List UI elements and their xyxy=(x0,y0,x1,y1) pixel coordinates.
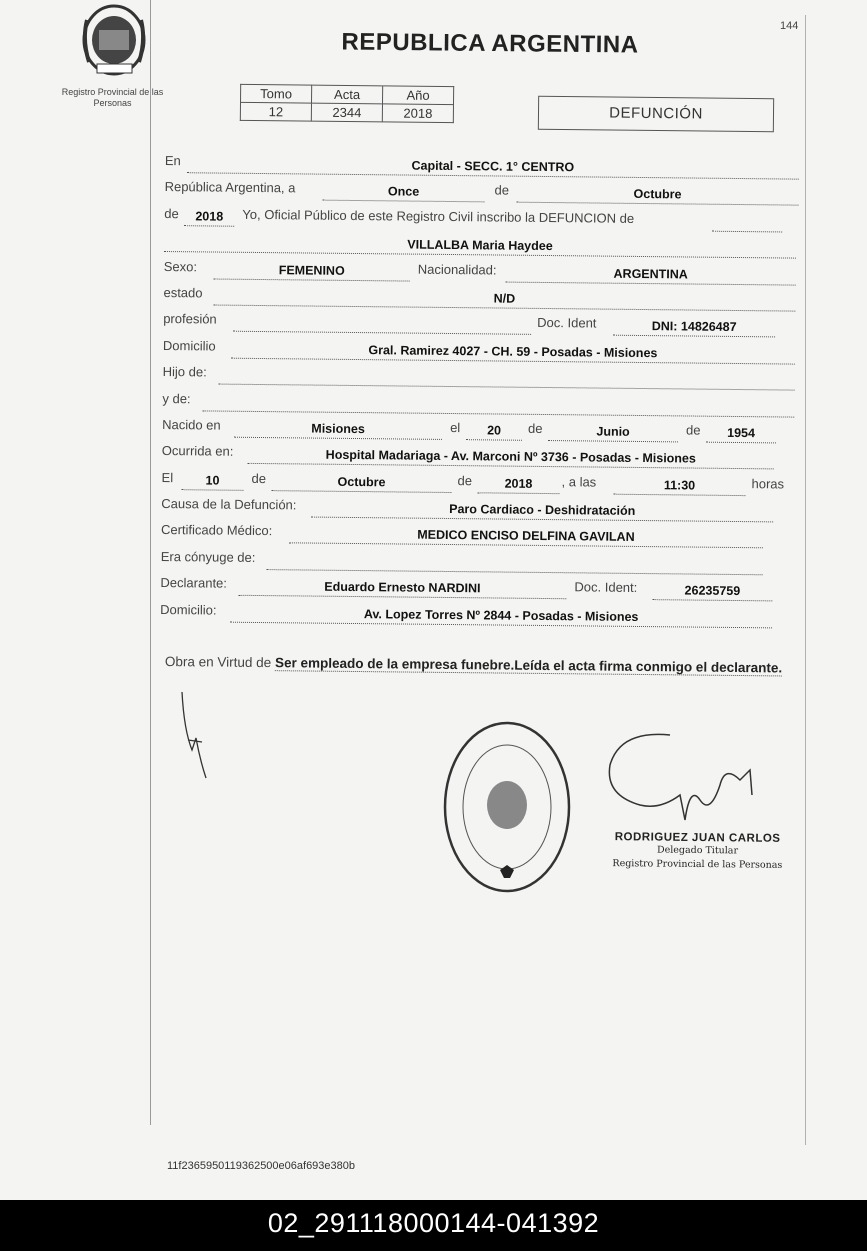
label-declarante: Declarante: xyxy=(160,575,228,591)
value-domicilio: Gral. Ramirez 4027 - CH. 59 - Posadas - Misiones xyxy=(231,341,795,364)
label-el: el xyxy=(450,419,461,436)
value-declarante: Eduardo Ernesto NARDINI xyxy=(238,579,566,599)
label-estado: estado xyxy=(163,284,203,301)
official-stamp-icon xyxy=(440,720,575,895)
tomo-acta-table xyxy=(240,84,454,123)
value-nombre: VILLALBA Maria Haydee xyxy=(164,235,796,259)
page-number: 144 xyxy=(780,20,799,32)
value-el-time: 11:30 xyxy=(613,477,745,495)
value-en: Capital - SECC. 1° CENTRO xyxy=(187,156,799,179)
label-domicilio-declarante: Domicilio: xyxy=(160,601,217,618)
value-el-year: 2018 xyxy=(477,476,559,494)
label-profesion: profesión xyxy=(163,311,217,327)
tomo-value: 12 xyxy=(240,102,311,121)
value-nacionalidad: ARGENTINA xyxy=(506,265,796,285)
value-doc-ident: DNI: 14826487 xyxy=(613,319,775,338)
value-hijo-de xyxy=(219,368,795,391)
signatory-name: RODRIGUEZ JUAN CARLOS xyxy=(614,831,781,845)
label-horas: horas xyxy=(751,475,785,492)
label-de-el-month: de xyxy=(251,470,267,486)
value-nacido-year: 1954 xyxy=(706,426,776,444)
value-sexo: FEMENINO xyxy=(214,262,410,281)
value-month: Octubre xyxy=(516,186,798,206)
signature-block xyxy=(600,831,795,873)
value-el-month: Octubre xyxy=(271,474,451,493)
label-certificado: Certificado Médico: xyxy=(160,522,273,539)
label-nacido: Nacido en xyxy=(162,416,221,433)
official-signature-icon xyxy=(600,725,780,835)
tomo-header: Tomo xyxy=(241,84,312,103)
value-estado: N/D xyxy=(213,288,795,311)
label-causa: Causa de la Defunción: xyxy=(161,496,297,513)
label-a-las: , a las xyxy=(561,473,597,490)
right-margin-line xyxy=(805,15,806,1145)
label-doc-ident: Doc. Ident xyxy=(537,315,597,331)
ano-header: Año xyxy=(382,86,453,105)
value-y-de xyxy=(202,394,794,417)
value-causa: Paro Cardiaco - Deshidratación xyxy=(311,501,773,523)
label-en: En xyxy=(164,152,181,169)
value-obra: Ser empleado de la empresa funebre.Leída el acta firma conmigo el declarante. xyxy=(274,655,783,676)
doc-type-box: DEFUNCIÓN xyxy=(538,96,774,132)
label-hijo-de: Hijo de: xyxy=(162,364,207,380)
value-certificado: MEDICO ENCISO DELFINA GAVILAN xyxy=(289,527,763,549)
page-title: REPUBLICA ARGENTINA xyxy=(341,28,639,59)
label-de: de xyxy=(494,182,510,198)
value-domicilio-declarante: Av. Lopez Torres Nº 2844 - Posadas - Misiones xyxy=(230,605,772,628)
province-seal-icon xyxy=(77,0,152,80)
value-ocurrida: Hospital Madariaga - Av. Marconi Nº 3736 - Posadas - Misiones xyxy=(248,447,774,470)
label-republica: República Argentina, a xyxy=(164,179,296,196)
label-nacionalidad: Nacionalidad: xyxy=(417,261,497,278)
label-conyuge: Era cónyuge de: xyxy=(160,548,256,565)
label-obra: Obra en Virtud de xyxy=(164,653,272,671)
value-day: Once xyxy=(322,184,484,203)
signatory-role: Delegado Titular xyxy=(656,844,739,857)
value-profesion xyxy=(233,315,531,335)
label-inscribo: Yo, Oficial Público de este Registro Civil inscribo la DEFUNCION de xyxy=(242,206,635,226)
document-hash: 11f2365950119362500e06af693e380b xyxy=(167,1160,356,1172)
label-de-month: de xyxy=(528,420,543,436)
registro-provincial-label: Registro Provincial de las Personas xyxy=(61,87,164,108)
row-domicilio-declarante xyxy=(160,599,800,632)
value-doc-ident-declarante: 26235759 xyxy=(652,583,772,601)
label-ocurrida: Ocurrida en: xyxy=(161,443,234,460)
label-sexo: Sexo: xyxy=(163,258,198,274)
value-nacido-month: Junio xyxy=(548,424,678,442)
value-el-day: 10 xyxy=(181,473,243,491)
label-de-el-year: de xyxy=(457,472,473,488)
value-nacido-place: Misiones xyxy=(234,421,442,440)
ano-value: 2018 xyxy=(382,104,453,123)
death-record-form xyxy=(160,150,805,632)
label-de-year: de xyxy=(164,205,179,221)
value-year: 2018 xyxy=(184,209,234,227)
acta-value: 2344 xyxy=(311,103,382,122)
footer-code-bar: 02_291118000144-041392 xyxy=(0,1200,867,1251)
value-conyuge xyxy=(267,553,763,575)
left-margin-line xyxy=(150,0,151,1125)
acta-header: Acta xyxy=(312,85,383,104)
label-y-de: y de: xyxy=(162,390,191,406)
value-nacido-day: 20 xyxy=(466,423,522,441)
filler-year xyxy=(712,215,782,233)
label-de-year-born: de xyxy=(686,422,701,438)
label-domicilio: Domicilio xyxy=(162,337,216,354)
declarant-signature-icon xyxy=(170,690,220,785)
label-doc-ident-declarante: Doc. Ident: xyxy=(574,579,638,596)
obra-en-virtud xyxy=(165,652,797,678)
signatory-org: Registro Provincial de las Personas xyxy=(612,858,783,871)
label-el-date: El xyxy=(161,469,174,485)
